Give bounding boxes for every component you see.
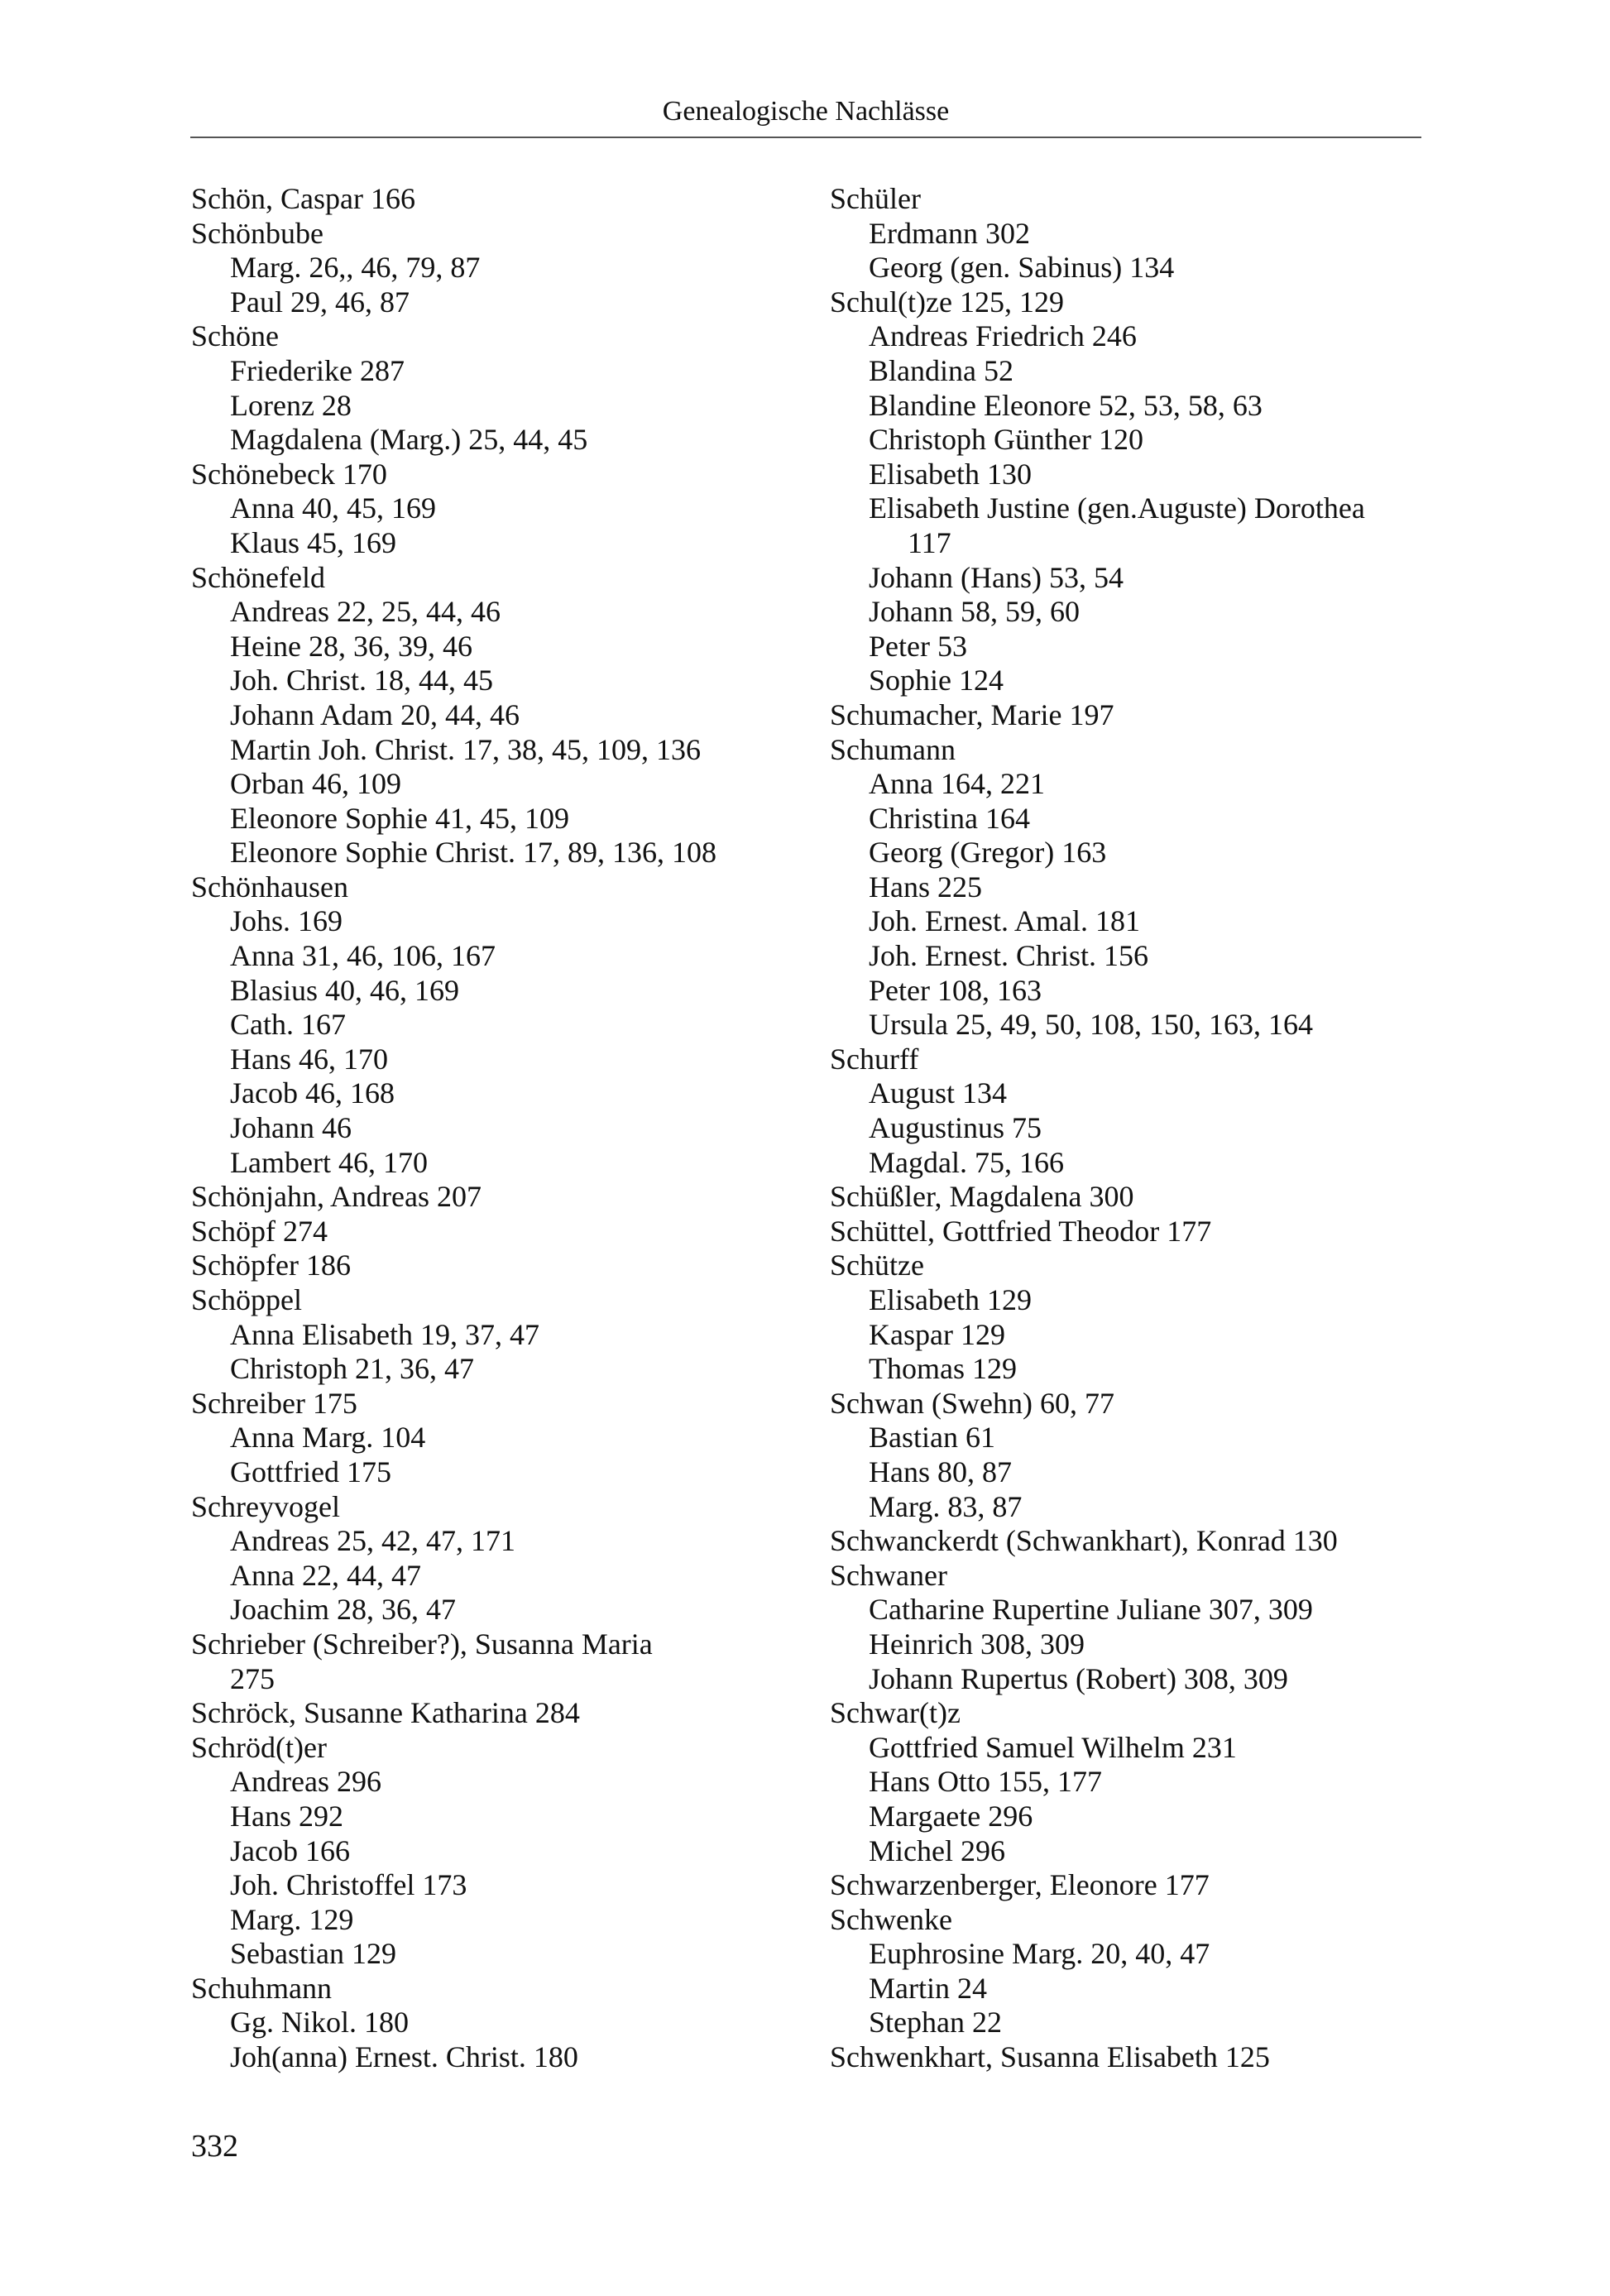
- index-subentry: Christoph Günther 120: [869, 423, 1143, 457]
- index-subentry: Thomas 129: [869, 1352, 1017, 1386]
- index-subentry: Anna 31, 46, 106, 167: [230, 939, 496, 973]
- index-subentry: Marg. 26,, 46, 79, 87: [230, 251, 481, 285]
- index-entry: Schönhausen: [191, 870, 348, 904]
- index-subentry: Friederike 287: [230, 353, 405, 387]
- index-subentry: Blandine Eleonore 52, 53, 58, 63: [869, 388, 1263, 422]
- index-entry: Schönefeld: [191, 560, 325, 594]
- index-subentry: Joachim 28, 36, 47: [230, 1593, 456, 1627]
- index-subentry: Blasius 40, 46, 169: [230, 973, 460, 1007]
- index-subentry: Blandina 52: [869, 353, 1013, 387]
- index-subentry: Joh(anna) Ernest. Christ. 180: [230, 2040, 578, 2074]
- index-entry: Schöpfer 186: [191, 1249, 351, 1282]
- index-entry: Schönjahn, Andreas 207: [191, 1180, 482, 1214]
- index-subentry: Christina 164: [869, 801, 1030, 835]
- index-subentry: Paul 29, 46, 87: [230, 285, 410, 319]
- index-subentry: Hans 46, 170: [230, 1042, 388, 1076]
- index-subentry: Joh. Ernest. Amal. 181: [869, 904, 1140, 938]
- index-entry: Schröd(t)er: [191, 1730, 327, 1764]
- index-subentry: Gottfried Samuel Wilhelm 231: [869, 1730, 1237, 1764]
- index-subentry: Eleonore Sophie 41, 45, 109: [230, 801, 569, 835]
- index-entry: Schreiber 175: [191, 1386, 357, 1420]
- index-entry: Schwenke: [830, 1902, 952, 1936]
- index-subentry: Hans Otto 155, 177: [869, 1765, 1102, 1799]
- index-subentry: Bastian 61: [869, 1421, 995, 1455]
- index-column-left: [191, 182, 770, 2075]
- index-entry: Schwan (Swehn) 60, 77: [830, 1386, 1114, 1420]
- index-subentry: Erdmann 302: [869, 216, 1030, 250]
- index-subentry: Martin 24: [869, 1971, 987, 2005]
- index-entry: Schwarzenberger, Eleonore 177: [830, 1868, 1210, 1902]
- index-subentry: Andreas 22, 25, 44, 46: [230, 595, 501, 629]
- index-entry: Schüßler, Magdalena 300: [830, 1180, 1134, 1214]
- index-entry: Schul(t)ze 125, 129: [830, 285, 1064, 319]
- index-entry: Schöppel: [191, 1283, 302, 1316]
- index-entry: Schöpf 274: [191, 1214, 328, 1248]
- index-subentry: Johann (Hans) 53, 54: [869, 560, 1124, 594]
- index-subentry: Andreas 296: [230, 1765, 381, 1799]
- index-subentry: Kaspar 129: [869, 1317, 1005, 1351]
- index-subentry: Joh. Christ. 18, 44, 45: [230, 664, 494, 697]
- index-entry: Schüttel, Gottfried Theodor 177: [830, 1214, 1212, 1248]
- index-subentry: Johann Rupertus (Robert) 308, 309: [869, 1661, 1288, 1695]
- index-subentry: Andreas 25, 42, 47, 171: [230, 1524, 515, 1558]
- page-number: 332: [191, 2129, 238, 2164]
- index-subentry: Anna Elisabeth 19, 37, 47: [230, 1317, 539, 1351]
- index-subentry: Lorenz 28: [230, 388, 352, 422]
- index-subentry: Augustinus 75: [869, 1111, 1042, 1145]
- index-subentry: Orban 46, 109: [230, 767, 401, 801]
- index-entry: Schütze: [830, 1249, 924, 1282]
- index-subentry: Catharine Rupertine Juliane 307, 309: [869, 1593, 1313, 1627]
- index-subentry: Peter 53: [869, 629, 967, 663]
- index-subentry: Joh. Christoffel 173: [230, 1868, 467, 1902]
- index-subentry: Klaus 45, 169: [230, 525, 396, 559]
- index-subentry: Christoph 21, 36, 47: [230, 1352, 475, 1386]
- index-entry: Schwaner: [830, 1558, 947, 1592]
- index-subentry: Margaete 296: [869, 1799, 1033, 1833]
- index-subentry: Johs. 169: [230, 904, 343, 938]
- header-rule: [190, 137, 1421, 138]
- running-header: Genealogische Nachlässe: [662, 96, 950, 127]
- index-subentry: Georg (gen. Sabinus) 134: [869, 251, 1175, 285]
- index-entry: Schön, Caspar 166: [191, 182, 415, 215]
- index-subentry: Anna 40, 45, 169: [230, 491, 436, 525]
- index-entry: Schöne: [191, 319, 279, 353]
- index-entry: Schwanckerdt (Schwankhart), Konrad 130: [830, 1524, 1338, 1558]
- index-subentry: Joh. Ernest. Christ. 156: [869, 939, 1148, 973]
- index-subentry: Michel 296: [869, 1833, 1005, 1867]
- index-subentry: Elisabeth 129: [869, 1283, 1032, 1316]
- index-subentry: 117: [908, 525, 951, 559]
- index-entry: Schönebeck 170: [191, 457, 387, 491]
- index-subentry: August 134: [869, 1076, 1008, 1110]
- index-subentry: Elisabeth Justine (gen.Auguste) Dorothea: [869, 491, 1365, 525]
- index-entry: Schüler: [830, 182, 921, 215]
- index-entry: Schumacher, Marie 197: [830, 697, 1114, 731]
- index-subentry: Anna 164, 221: [869, 767, 1045, 801]
- index-entry: Schrieber (Schreiber?), Susanna Maria: [191, 1627, 653, 1661]
- index-subentry: Sophie 124: [869, 664, 1004, 697]
- index-subentry: Gg. Nikol. 180: [230, 2006, 409, 2040]
- index-subentry: Lambert 46, 170: [230, 1145, 428, 1179]
- index-subentry: Johann 58, 59, 60: [869, 595, 1080, 629]
- index-subentry: Elisabeth 130: [869, 457, 1032, 491]
- index-subentry: Heine 28, 36, 39, 46: [230, 629, 472, 663]
- index-subentry: Hans 225: [869, 870, 982, 904]
- index-subentry: Marg. 83, 87: [869, 1489, 1023, 1523]
- index-subentry: Hans 80, 87: [869, 1455, 1012, 1488]
- index-entry: Schröck, Susanne Katharina 284: [191, 1696, 580, 1730]
- index-subentry: Martin Joh. Christ. 17, 38, 45, 109, 136: [230, 732, 702, 766]
- index-entry: Schreyvogel: [191, 1489, 340, 1523]
- index-subentry: Ursula 25, 49, 50, 108, 150, 163, 164: [869, 1008, 1313, 1042]
- index-entry: Schuhmann: [191, 1971, 332, 2005]
- index-entry: Schwar(t)z: [830, 1696, 961, 1730]
- index-subentry: Johann Adam 20, 44, 46: [230, 697, 520, 731]
- index-subentry: Anna 22, 44, 47: [230, 1558, 421, 1592]
- index-entry: Schönbube: [191, 216, 323, 250]
- index-subentry: Sebastian 129: [230, 1937, 396, 1971]
- index-subentry: Cath. 167: [230, 1008, 346, 1042]
- index-subentry: Heinrich 308, 309: [869, 1627, 1085, 1661]
- index-subentry: Georg (Gregor) 163: [869, 836, 1107, 870]
- index-subentry: Hans 292: [230, 1799, 343, 1833]
- index-subentry: Magdal. 75, 166: [869, 1145, 1064, 1179]
- index-entry: Schwenkhart, Susanna Elisabeth 125: [830, 2040, 1270, 2074]
- index-entry: Schurff: [830, 1042, 919, 1076]
- index-entry: Schumann: [830, 732, 956, 766]
- index-subentry: 275: [230, 1661, 275, 1695]
- index-subentry: Jacob 46, 168: [230, 1076, 395, 1110]
- index-subentry: Jacob 166: [230, 1833, 350, 1867]
- index-subentry: Peter 108, 163: [869, 973, 1042, 1007]
- index-subentry: Euphrosine Marg. 20, 40, 47: [869, 1937, 1210, 1971]
- index-column-right: [830, 182, 1421, 2075]
- index-subentry: Marg. 129: [230, 1902, 354, 1936]
- index-subentry: Johann 46: [230, 1111, 352, 1145]
- index-subentry: Eleonore Sophie Christ. 17, 89, 136, 108: [230, 836, 716, 870]
- index-subentry: Magdalena (Marg.) 25, 44, 45: [230, 423, 588, 457]
- index-subentry: Andreas Friedrich 246: [869, 319, 1137, 353]
- index-subentry: Anna Marg. 104: [230, 1421, 426, 1455]
- index-subentry: Gottfried 175: [230, 1455, 391, 1488]
- index-subentry: Stephan 22: [869, 2006, 1002, 2040]
